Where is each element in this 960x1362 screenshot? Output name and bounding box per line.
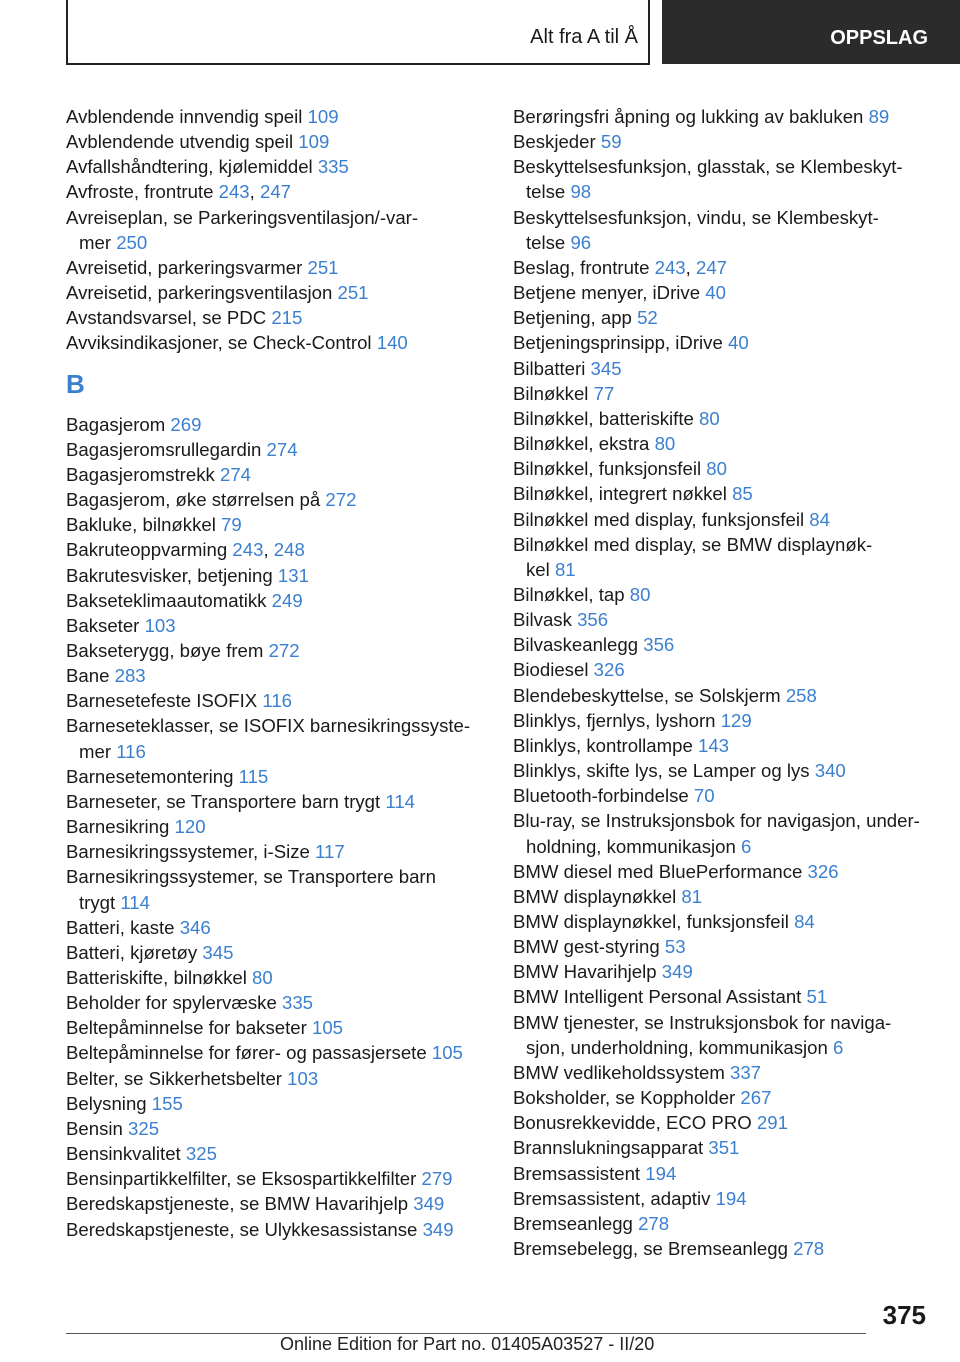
page-link[interactable]: 346 (179, 916, 211, 938)
index-column-left (66, 104, 486, 1242)
index-entry: Beslag, frontrute 243, 247 (513, 256, 728, 278)
index-term: Barneseter, se Transportere barn trygt (66, 790, 381, 812)
index-entry (66, 839, 486, 864)
index-term: Bilbatteri (513, 357, 586, 379)
index-entry (66, 663, 486, 688)
index-entry (513, 1010, 933, 1060)
page-link[interactable]: 84 (794, 911, 815, 932)
index-entry (513, 406, 933, 431)
index-entry (66, 1217, 486, 1242)
index-term: Bremseanlegg (513, 1212, 633, 1234)
index-entry (66, 713, 486, 763)
index-term: Avblendende utvendig speil (66, 131, 294, 153)
index-entry (66, 965, 486, 990)
index-term-continuation: holdning, kommunikasjon (526, 835, 736, 857)
index-term-continuation: telse (526, 231, 566, 253)
index-entry (66, 512, 486, 537)
index-term: Avviksindikasjoner, se Check-Control (66, 332, 372, 354)
header-rule-right (648, 0, 650, 64)
index-term: Bilnøkkel, funksjonsfeil (513, 458, 702, 480)
index-entry (513, 1236, 933, 1261)
page-link[interactable]: 80 (252, 967, 273, 988)
index-term: Batteri, kaste (66, 916, 175, 938)
index-entry (513, 984, 933, 1009)
index-entry (66, 1116, 486, 1141)
page-link[interactable]: 194 (715, 1187, 747, 1209)
header-rule-left (66, 0, 68, 64)
index-term: Bilnøkkel, batteriskifte (513, 407, 694, 429)
index-term: Blendebeskyttelse, se Solskjerm (513, 684, 781, 706)
page-link[interactable]: 77 (593, 382, 615, 404)
section-letter: B (66, 368, 85, 399)
index-term: Barneseteklasser, se ISOFIX barnesikringssyste- (66, 715, 471, 737)
page-link[interactable]: 247 (260, 181, 292, 203)
page-link[interactable]: 272 (268, 639, 300, 661)
index-entry (66, 330, 486, 355)
page-link[interactable]: 120 (174, 816, 206, 838)
index-term: Belter, se Sikkerhetsbelter (66, 1067, 282, 1089)
page-link[interactable]: 345 (202, 941, 234, 963)
index-term: Barnesikringssystemer, i-Size (66, 841, 310, 863)
index-entry (513, 657, 933, 682)
index-entry (513, 104, 933, 129)
index-term: Bagasjerom (66, 413, 166, 435)
page-link[interactable]: 103 (144, 614, 176, 636)
index-entry (513, 708, 933, 733)
page-link[interactable]: 40 (727, 332, 749, 354)
index-term: Beskjeder (513, 131, 596, 153)
index-term: BMW diesel med BluePerformance (513, 860, 803, 882)
index-entry (66, 764, 486, 789)
index-term: Bilnøkkel med display, funksjonsfeil (513, 508, 805, 530)
page-link[interactable]: 325 (128, 1117, 160, 1139)
index-entry (66, 462, 486, 487)
index-term: Beltepåminnelse for bakseter (66, 1017, 307, 1039)
index-term: Blinklys, kontrollampe (513, 734, 693, 756)
index-entry (513, 1085, 933, 1110)
index-term: Avreisetid, parkeringsvarmer (66, 256, 303, 278)
index-term: Boksholder, se Koppholder (513, 1087, 736, 1109)
page-link[interactable]: 131 (277, 564, 309, 586)
index-entry (513, 1060, 933, 1085)
page-link[interactable]: 356 (643, 634, 675, 656)
index-term: Beslag, frontrute (513, 256, 650, 278)
index-term: Belysning (66, 1092, 147, 1114)
page-link[interactable]: 98 (570, 181, 592, 203)
page-link[interactable]: 250 (116, 231, 148, 253)
page-link[interactable]: 59 (600, 131, 622, 153)
page-link[interactable]: 6 (832, 1036, 844, 1058)
index-entry (66, 129, 486, 154)
index-entry (513, 205, 933, 255)
page-link[interactable]: 79 (221, 514, 242, 536)
index-entry (513, 733, 933, 758)
index-entry (513, 154, 933, 204)
index-entry (513, 632, 933, 657)
index-term: Bakruteoppvarming (66, 539, 228, 561)
page-link[interactable]: 109 (307, 106, 339, 127)
index-entry (513, 1186, 933, 1211)
page-link[interactable]: 116 (116, 740, 146, 762)
page-link[interactable]: 51 (806, 986, 828, 1008)
index-entry (513, 808, 933, 858)
index-term: Barnesikringssystemer, se Transportere barn (66, 866, 436, 888)
index-entry (513, 1110, 933, 1135)
chapter-tab-label: OPPSLAG (830, 26, 928, 49)
index-term: Betjening, app (513, 307, 632, 329)
index-term-continuation: trygt (79, 891, 116, 913)
page-link[interactable]: 269 (170, 413, 202, 435)
page-link[interactable]: 249 (271, 589, 303, 611)
index-term: Bilnøkkel med display, se BMW displaynøk- (513, 533, 873, 555)
index-entry (66, 588, 486, 613)
index-entry (513, 356, 933, 381)
page-link[interactable]: 349 (413, 1193, 445, 1215)
page-link[interactable]: 251 (307, 256, 339, 278)
index-entry (513, 381, 933, 406)
page-link[interactable]: 291 (756, 1112, 788, 1134)
index-term: Bilnøkkel (513, 382, 589, 404)
index-entry (513, 1135, 933, 1160)
index-entry (513, 758, 933, 783)
index-entry (513, 305, 933, 330)
index-entry (513, 481, 933, 506)
page-link[interactable]: 335 (282, 992, 314, 1014)
index-term: Bagasjeromsrullegardin (66, 438, 262, 460)
index-term: Barnesetefeste ISOFIX (66, 690, 258, 712)
index-term: Beredskapstjeneste, se BMW Havarihjelp (66, 1193, 409, 1215)
page-link[interactable]: 114 (385, 790, 416, 812)
page-link[interactable]: 326 (593, 659, 625, 681)
page-link[interactable]: 243 (654, 256, 686, 278)
index-entry (66, 1091, 486, 1116)
page-link[interactable]: 53 (664, 936, 686, 958)
page-link[interactable]: 140 (376, 332, 408, 354)
index-term: Barnesikring (66, 816, 170, 838)
page-link[interactable]: 80 (654, 433, 676, 455)
page-link[interactable]: 143 (697, 734, 730, 756)
index-entry (66, 990, 486, 1015)
index-term: Avfroste, frontrute (66, 181, 214, 203)
page-link[interactable]: 340 (814, 760, 846, 782)
index-term: Bilnøkkel, integrert nøkkel (513, 483, 727, 505)
index-term: Blinklys, fjernlys, lyshorn (513, 709, 716, 731)
index-term: Bilnøkkel, ekstra (513, 433, 650, 455)
index-term-continuation: kel (526, 558, 550, 580)
index-term: Batteri, kjøretøy (66, 941, 198, 963)
page-link[interactable]: 267 (740, 1087, 772, 1109)
page-link[interactable]: 96 (570, 231, 592, 253)
index-entry (66, 915, 486, 940)
page-link[interactable]: 80 (706, 458, 727, 480)
index-entry (513, 507, 933, 532)
page-link[interactable]: 115 (238, 765, 269, 787)
page-link[interactable]: 278 (638, 1212, 670, 1234)
index-entry (66, 1040, 486, 1065)
chapter-tab[interactable] (662, 0, 960, 64)
index-entry: Avfroste, frontrute 243, 247 (66, 181, 292, 203)
page-link[interactable]: 194 (645, 1162, 677, 1184)
index-term: BMW gest-styring (513, 936, 660, 958)
index-entry (66, 305, 486, 330)
page-link[interactable]: 272 (325, 489, 357, 511)
index-term: Biodiesel (513, 659, 589, 681)
index-term: Bonusrekkevidde, ECO PRO (513, 1112, 752, 1134)
index-entry (513, 959, 933, 984)
index-term: Beltepåminnelse for fører- og passasjersete (66, 1042, 427, 1064)
index-term: BMW Havarihjelp (513, 961, 657, 983)
index-term: Beskyttelsesfunksjon, vindu, se Klembeskyt- (513, 206, 879, 228)
index-entry (513, 783, 933, 808)
page-link[interactable]: 84 (809, 508, 830, 530)
index-term: Betjeningsprinsipp, iDrive (513, 332, 723, 354)
page-link[interactable]: 85 (732, 483, 753, 505)
index-entry (66, 437, 486, 462)
index-term: Berøringsfri åpning og lukking av bakluken (513, 106, 864, 127)
index-entry (513, 280, 933, 305)
index-entry (66, 789, 486, 814)
page-link[interactable]: 105 (431, 1042, 463, 1064)
index-term: Bakrutesvisker, betjening (66, 564, 273, 586)
page-link[interactable]: 335 (317, 156, 349, 178)
index-term: Bensinpartikkelfilter, se Eksospartikkelfilter (66, 1168, 417, 1190)
index-entry (513, 330, 933, 355)
index-entry (513, 129, 933, 154)
index-term: Bane (66, 665, 110, 687)
index-term: Bluetooth-forbindelse (513, 785, 689, 807)
index-term: Avblendende innvendig speil (66, 106, 303, 127)
index-entry (66, 563, 486, 588)
index-entry (66, 104, 486, 129)
index-entry (66, 1166, 486, 1191)
footer-text: Online Edition for Part no. 01405A03527 - II/20 (280, 1334, 655, 1354)
page-link[interactable]: 129 (720, 709, 752, 731)
index-term: Bakseteklimaautomatikk (66, 589, 267, 611)
index-entry (66, 154, 486, 179)
page-link[interactable]: 117 (315, 841, 345, 863)
index-term: BMW vedlikeholdssystem (513, 1061, 725, 1083)
page-link[interactable]: 80 (629, 583, 651, 605)
index-entry (513, 431, 933, 456)
index-entry (66, 1141, 486, 1166)
index-entry (513, 934, 933, 959)
index-term-continuation: mer (79, 740, 112, 762)
header-rule-bottom (66, 63, 650, 65)
index-term: Betjene menyer, iDrive (513, 282, 701, 304)
page-link[interactable]: 114 (120, 891, 150, 913)
page-link[interactable]: 248 (273, 539, 305, 561)
index-term: Bakseterygg, bøye frem (66, 639, 264, 661)
page-link[interactable]: 283 (114, 665, 146, 687)
index-entry (66, 638, 486, 663)
index-column-right (513, 104, 933, 1261)
index-entry (66, 255, 486, 280)
index-term: Blu-ray, se Instruksjonsbok for navigasjon, under- (513, 810, 920, 832)
index-term: Beskyttelsesfunksjon, glasstak, se Klembeskyt- (513, 156, 903, 178)
page-link[interactable]: 351 (708, 1137, 740, 1159)
page-link[interactable]: 105 (312, 1017, 344, 1039)
index-term: Avstandsvarsel, se PDC (66, 307, 267, 329)
index-entry (66, 940, 486, 965)
index-term: Bagasjerom, øke størrelsen på (66, 489, 321, 511)
page-link[interactable]: 243 (232, 539, 264, 561)
page-link[interactable]: 258 (785, 684, 817, 706)
page-link[interactable]: 6 (741, 835, 752, 857)
page-link[interactable]: 116 (262, 690, 293, 712)
page-link[interactable]: 274 (219, 463, 252, 485)
index-entry: Bakruteoppvarming 243, 248 (66, 539, 305, 561)
page-link[interactable]: 274 (266, 438, 298, 460)
page-link[interactable]: 215 (271, 307, 303, 329)
index-term-continuation: sjon, underholdning, kommunikasjon (526, 1036, 828, 1058)
index-entry (66, 688, 486, 713)
index-entry (513, 683, 933, 708)
index-entry (66, 280, 486, 305)
page-link[interactable]: 337 (730, 1061, 762, 1083)
index-term: Beredskapstjeneste, se Ulykkesassistanse (66, 1218, 418, 1240)
index-entry (513, 859, 933, 884)
index-entry (66, 1191, 486, 1216)
index-term: Blinklys, skifte lys, se Lamper og lys (513, 760, 810, 782)
page-link[interactable]: 279 (421, 1168, 453, 1190)
page-link[interactable]: 155 (151, 1092, 183, 1114)
index-term: Beholder for spylervæske (66, 992, 277, 1014)
page-link[interactable]: 109 (298, 131, 330, 153)
index-term: Bremsebelegg, se Bremseanlegg (513, 1238, 788, 1260)
page-link[interactable]: 70 (693, 785, 715, 807)
index-term: Bilvaskeanlegg (513, 634, 639, 656)
index-term: Bensinkvalitet (66, 1143, 181, 1165)
page-link[interactable]: 40 (705, 282, 726, 304)
index-term: Barnesetemontering (66, 765, 234, 787)
index-entry (66, 412, 486, 437)
page-link[interactable]: 278 (793, 1238, 825, 1260)
page-link[interactable]: 81 (554, 558, 576, 580)
index-term: Avfallshåndtering, kjølemiddel (66, 156, 313, 178)
index-term: BMW Intelligent Personal Assistant (513, 986, 802, 1008)
index-term: Bagasjeromstrekk (66, 463, 215, 485)
page-link[interactable]: 326 (807, 860, 839, 882)
section-title: Alt fra A til Å (530, 26, 638, 48)
page-link[interactable]: 356 (577, 609, 609, 631)
index-term-continuation: telse (526, 181, 566, 203)
index-term: Avreiseplan, se Parkeringsventilasjon/-var- (66, 206, 419, 228)
page-link[interactable]: 103 (287, 1067, 319, 1089)
page-link[interactable]: 80 (699, 407, 720, 429)
index-entry (513, 1211, 933, 1236)
index-entry (513, 456, 933, 481)
page-link[interactable]: 247 (695, 256, 728, 278)
index-term-continuation: mer (79, 231, 112, 253)
page-link[interactable]: 349 (661, 961, 693, 983)
index-term: Bremsassistent, adaptiv (513, 1187, 711, 1209)
index-term: Bakseter (66, 614, 140, 636)
index-entry (513, 582, 933, 607)
index-term: Bilnøkkel, tap (513, 583, 625, 605)
page-link[interactable]: 81 (681, 885, 703, 907)
index-entry (66, 613, 486, 638)
index-entry (66, 864, 486, 914)
index-term: Bilvask (513, 609, 572, 631)
page-link[interactable]: 52 (637, 307, 658, 329)
index-term: Batteriskifte, bilnøkkel (66, 967, 247, 988)
page-link[interactable]: 325 (185, 1143, 217, 1165)
index-entry (513, 1161, 933, 1186)
index-entry (66, 1015, 486, 1040)
index-term: BMW displaynøkkel, funksjonsfeil (513, 911, 789, 932)
index-entry (66, 1066, 486, 1091)
index-term: Bensin (66, 1117, 123, 1139)
index-term: Bakluke, bilnøkkel (66, 514, 216, 536)
index-term: Avreisetid, parkeringsventilasjon (66, 282, 333, 304)
index-entry (513, 909, 933, 934)
index-term: BMW tjenester, se Instruksjonsbok for naviga- (513, 1011, 892, 1033)
index-entry (66, 487, 486, 512)
page-number: 375 (882, 1300, 926, 1330)
index-entry (66, 205, 486, 255)
index-entry (513, 532, 933, 582)
index-term: BMW displaynøkkel (513, 885, 677, 907)
index-term: Bremsassistent (513, 1162, 641, 1184)
index-term: Brannslukningsapparat (513, 1137, 704, 1159)
page-link[interactable]: 349 (422, 1218, 454, 1240)
index-entry (513, 884, 933, 909)
page-link[interactable]: 251 (337, 282, 369, 304)
page-link[interactable]: 345 (590, 357, 622, 379)
index-entry (513, 607, 933, 632)
page-link[interactable]: 243 (218, 181, 250, 203)
page-link[interactable]: 89 (868, 106, 890, 127)
index-entry (66, 814, 486, 839)
